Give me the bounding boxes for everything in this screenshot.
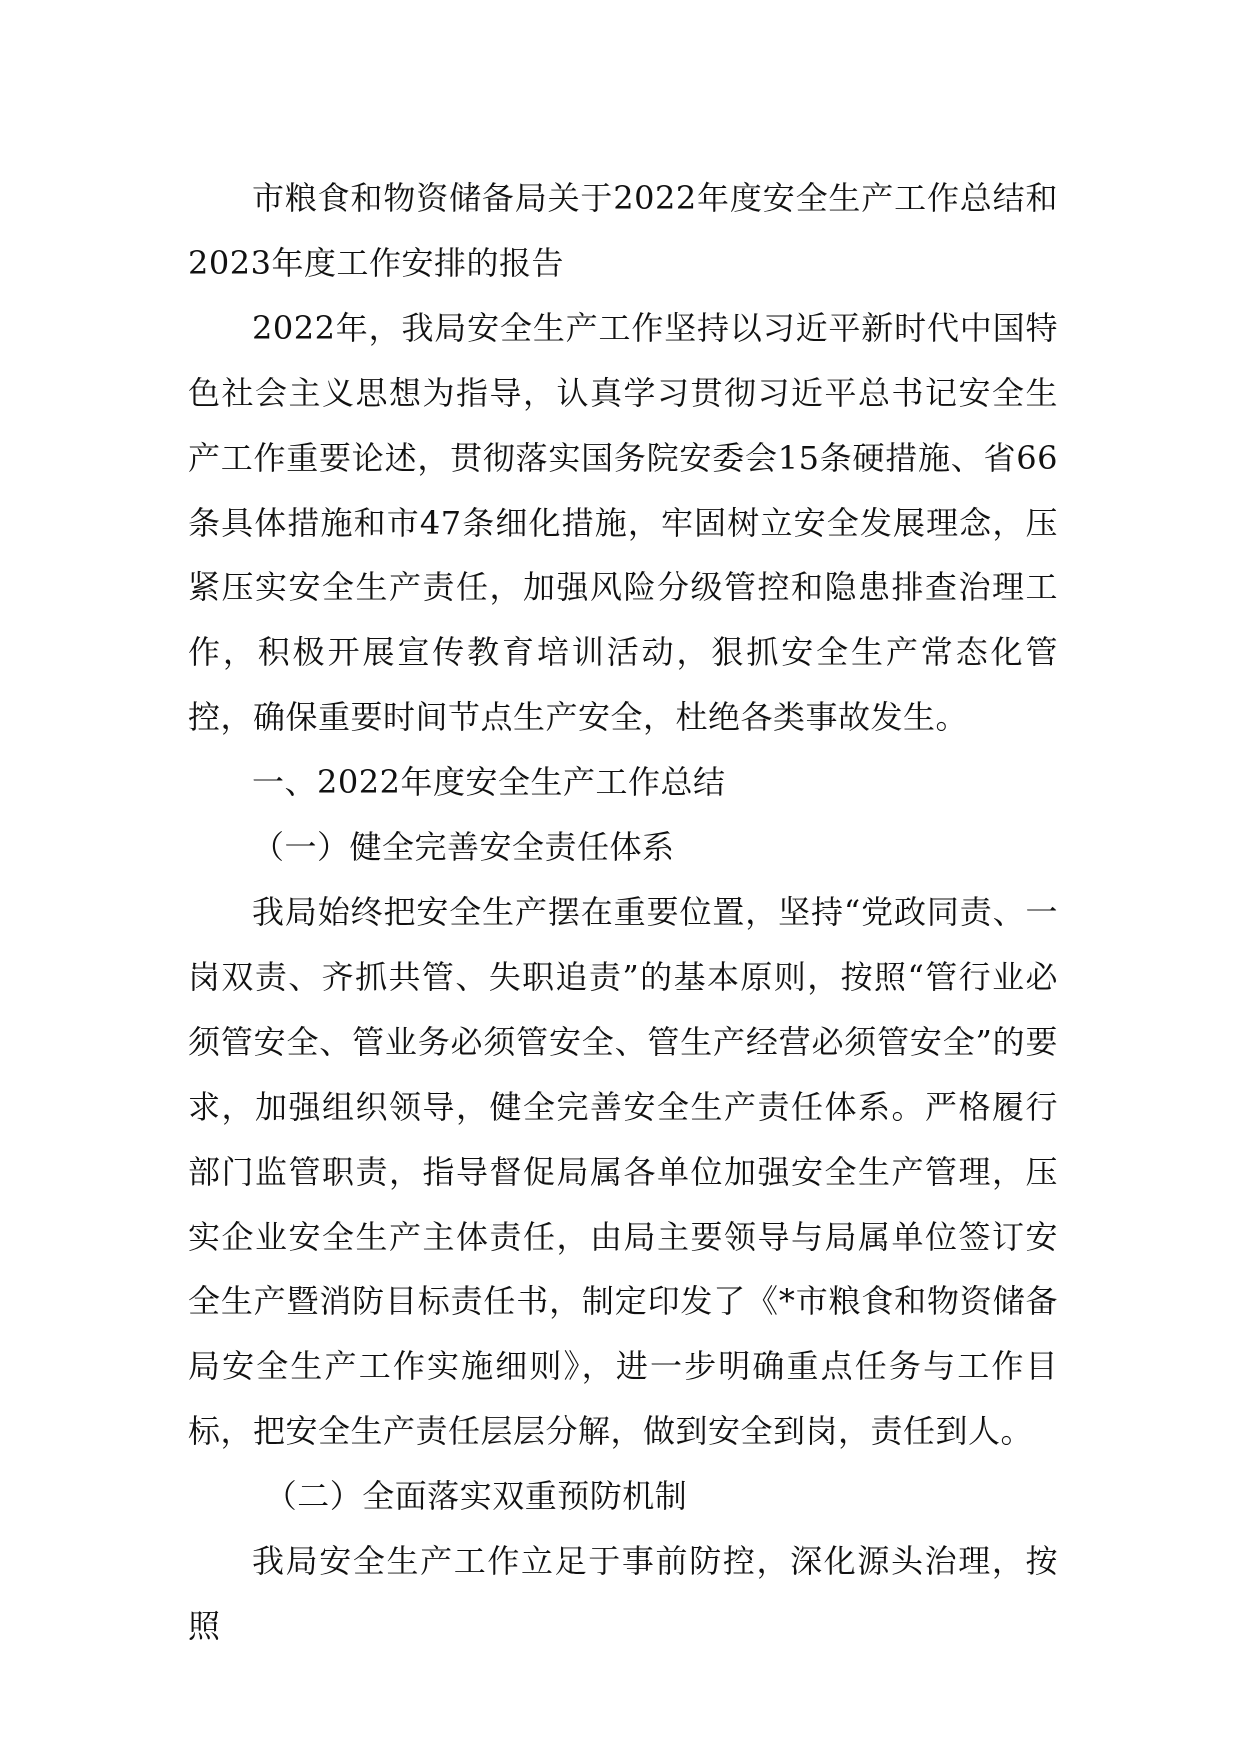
document-page bbox=[188, 166, 1058, 1659]
intro-paragraph: 2022年，我局安全生产工作坚持以习近平新时代中国特色社会主义思想为指导，认真学习贯彻习近平总书记安全生产工作重要论述，贯彻落实国务院安委会15条硬措施、省66条具体措施和市47条细化措施，牢固树立安全发展理念，压紧压实安全生产责任，加强风险分级管控和隐患排查治理工作，积极开展宣传教育培训活动，狠抓安全生产常态化管控，确保重要时间节点生产安全，杜绝各类事故发生。 bbox=[188, 308, 1058, 737]
body-paragraph: 我局始终把安全生产摆在重要位置，坚持“党政同责、一岗双责、齐抓共管、失职追责”的基本原则，按照“管行业必须管安全、管业务必须管安全、管生产经营必须管安全”的要求，加强组织领导，健全完善安全生产责任体系。严格履行部门监管职责，指导督促局属各单位加强安全生产管理，压实企业安全生产主体责任，由局主要领导与局属单位签订安全生产暨消防目标责任书，制定印发了《*市粮食和物资储备局安全生产工作实施细则》，进一步明确重点任务与工作目标，把安全生产责任层层分解，做到安全到岗，责任到人。 bbox=[188, 892, 1058, 1451]
body-paragraph: 我局安全生产工作立足于事前防控，深化源头治理，按照 bbox=[188, 1542, 1058, 1645]
section-heading: 一、2022年度安全生产工作总结 bbox=[252, 763, 726, 802]
document-title: 市粮食和物资储备局关于2022年度安全生产工作总结和2023年度工作安排的报告 bbox=[188, 179, 1058, 282]
subsection-heading: （一）健全完善安全责任体系 bbox=[252, 828, 675, 867]
subsection-heading: （二）全面落实双重预防机制 bbox=[264, 1477, 688, 1516]
